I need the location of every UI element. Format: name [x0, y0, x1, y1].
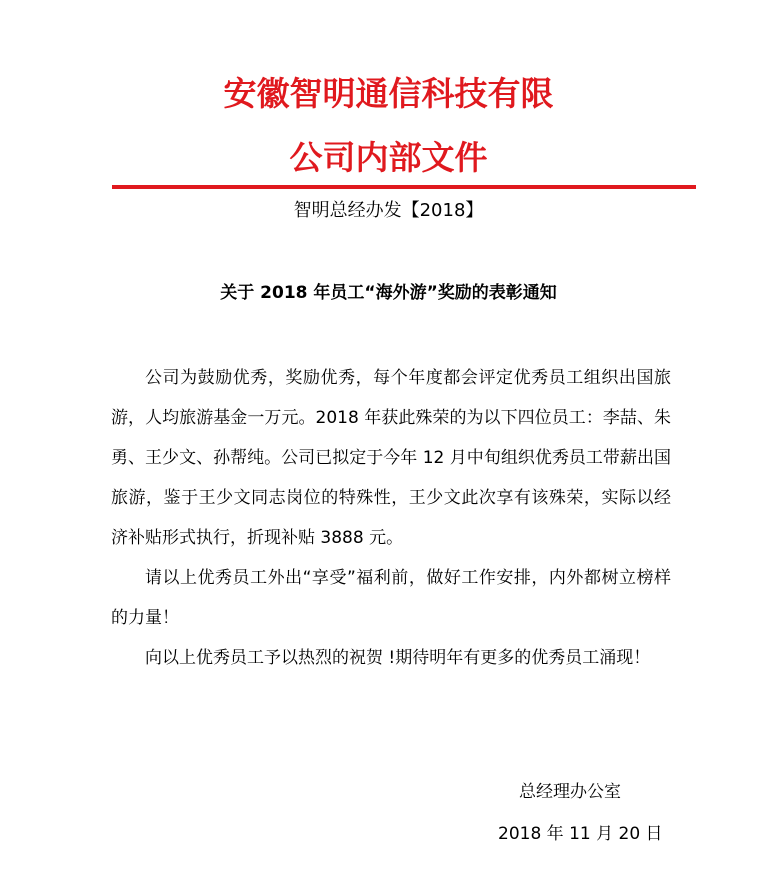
- body-paragraph-2: 请以上优秀员工外出“享受”福利前，做好工作安排，内外都树立榜样的力量！: [111, 568, 671, 628]
- notice-title: 关于 2018 年员工“海外游”奖励的表彰通知: [220, 283, 557, 303]
- document-header-line2: 公司内部文件: [289, 138, 488, 177]
- body-paragraph-1: 公司为鼓励优秀，奖励优秀，每个年度都会评定优秀员工组织出国旅游，人均旅游基金一万元。2018 年获此殊荣的为以下四位员工：李喆、朱勇、王少文、孙帮纯。公司已拟定于今年 12 月中旬组织优秀员工带薪出国旅游，鉴于王少文同志岗位的特殊性，王少文此次享有该殊荣，实际以经济补贴形式执行，折现补贴 3888 元。: [111, 368, 671, 548]
- header-divider: [112, 185, 696, 189]
- signature-office: 总经理办公室: [519, 782, 621, 802]
- document-number: 智明总经办发【2018】: [293, 200, 484, 221]
- notice-body: [111, 358, 671, 678]
- signature-date: 2018 年 11 月 20 日: [498, 824, 663, 844]
- body-paragraph-3: 向以上优秀员工予以热烈的祝贺 !期待明年有更多的优秀员工涌现！: [145, 648, 651, 668]
- document-header-line1: 安徽智明通信科技有限: [223, 74, 554, 113]
